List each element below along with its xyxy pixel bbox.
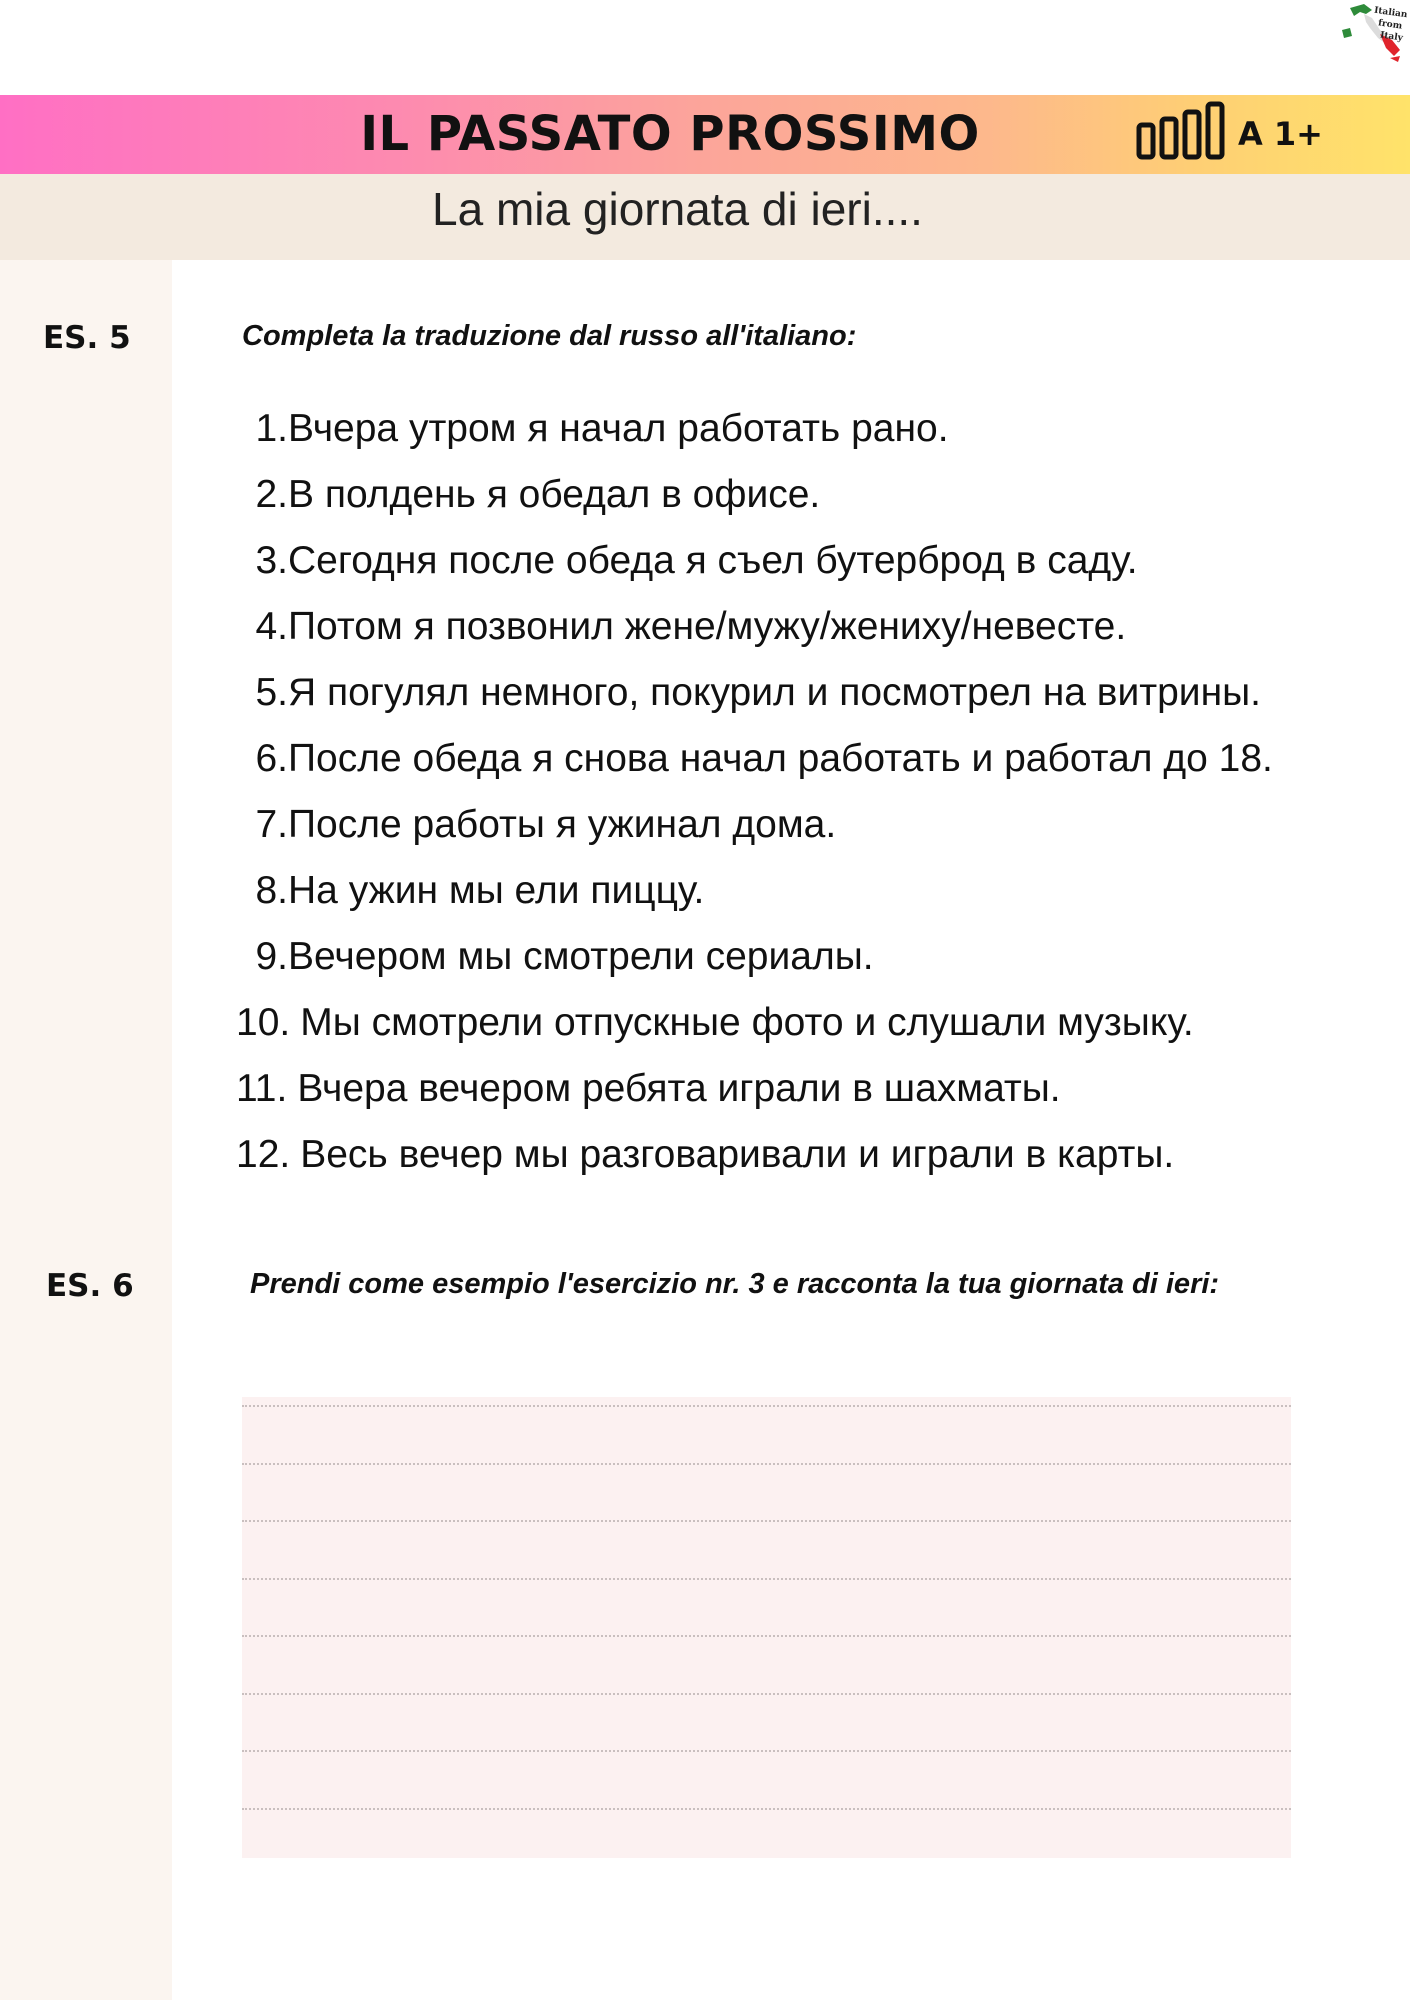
writing-line bbox=[242, 1463, 1291, 1465]
writing-line bbox=[242, 1750, 1291, 1752]
list-item bbox=[236, 726, 1386, 792]
item-number: 8. bbox=[255, 869, 288, 912]
exercise-6-instruction: Prendi come esempio l'esercizio nr. 3 e racconta la tua giornata di ieri: bbox=[250, 1268, 1220, 1300]
item-text: После работы я ужинал дома. bbox=[288, 803, 837, 846]
level-bars-icon bbox=[1136, 95, 1236, 174]
item-number: 6. bbox=[255, 737, 288, 780]
item-number: 10. bbox=[236, 1001, 291, 1044]
writing-line bbox=[242, 1578, 1291, 1580]
title-banner bbox=[0, 95, 1410, 174]
item-text: Мы смотрели отпускные фото и слушали музыку. bbox=[300, 1001, 1194, 1044]
item-number: 2. bbox=[255, 473, 288, 516]
writing-line bbox=[242, 1635, 1291, 1637]
list-item bbox=[236, 396, 1386, 462]
item-text: Потом я позвонил жене/мужу/жениху/невесте. bbox=[288, 605, 1127, 648]
subtitle-band bbox=[0, 174, 1410, 260]
item-text: В полдень я обедал в офисе. bbox=[288, 473, 821, 516]
side-strip bbox=[0, 260, 172, 2000]
level-label: A 1+ bbox=[1238, 115, 1323, 153]
item-number: 7. bbox=[255, 803, 288, 846]
list-item bbox=[236, 1122, 1386, 1188]
logo bbox=[1320, 0, 1410, 70]
item-number: 9. bbox=[255, 935, 288, 978]
list-item bbox=[236, 594, 1386, 660]
exercise-5-label: ES. 5 bbox=[43, 320, 131, 356]
list-item bbox=[236, 792, 1386, 858]
list-item bbox=[236, 990, 1386, 1056]
item-text: Вчера вечером ребята играли в шахматы. bbox=[297, 1067, 1061, 1110]
page-title: IL PASSATO PROSSIMO bbox=[360, 106, 980, 162]
writing-line bbox=[242, 1808, 1291, 1810]
list-item bbox=[236, 924, 1386, 990]
level-indicator bbox=[1136, 95, 1323, 174]
item-text: Сегодня после обеда я съел бутерброд в саду. bbox=[288, 539, 1138, 582]
list-item bbox=[236, 1056, 1386, 1122]
item-number: 11. bbox=[236, 1067, 288, 1110]
writing-line bbox=[242, 1405, 1291, 1407]
item-text: На ужин мы ели пиццу. bbox=[288, 869, 705, 912]
item-text: Я погулял немного, покурил и посмотрел на витрины. bbox=[288, 671, 1262, 714]
sentence-list bbox=[236, 396, 1386, 1188]
item-number: 3. bbox=[255, 539, 288, 582]
exercise-6-label: ES. 6 bbox=[46, 1268, 134, 1304]
item-number: 12. bbox=[236, 1133, 291, 1176]
list-item bbox=[236, 528, 1386, 594]
item-number: 4. bbox=[255, 605, 288, 648]
list-item bbox=[236, 462, 1386, 528]
exercise-5-instruction: Completa la traduzione dal russo all'italiano: bbox=[242, 320, 857, 352]
page-subtitle: La mia giornata di ieri.... bbox=[432, 183, 923, 235]
item-number: 1. bbox=[255, 407, 288, 450]
item-text: Вечером мы смотрели сериалы. bbox=[288, 935, 874, 978]
logo-text-3: Italy bbox=[1379, 30, 1404, 44]
writing-line bbox=[242, 1693, 1291, 1695]
list-item bbox=[236, 858, 1386, 924]
writing-line bbox=[242, 1520, 1291, 1522]
logo-text-2: from bbox=[1377, 18, 1403, 32]
item-text: Вчера утром я начал работать рано. bbox=[288, 407, 949, 450]
list-item bbox=[236, 660, 1386, 726]
item-text: Весь вечер мы разговаривали и играли в карты. bbox=[300, 1133, 1175, 1176]
logo-text-1: Italian bbox=[1373, 5, 1408, 21]
item-text: После обеда я снова начал работать и работал до 18. bbox=[288, 737, 1273, 780]
writing-area[interactable] bbox=[242, 1397, 1291, 1858]
item-number: 5. bbox=[255, 671, 288, 714]
